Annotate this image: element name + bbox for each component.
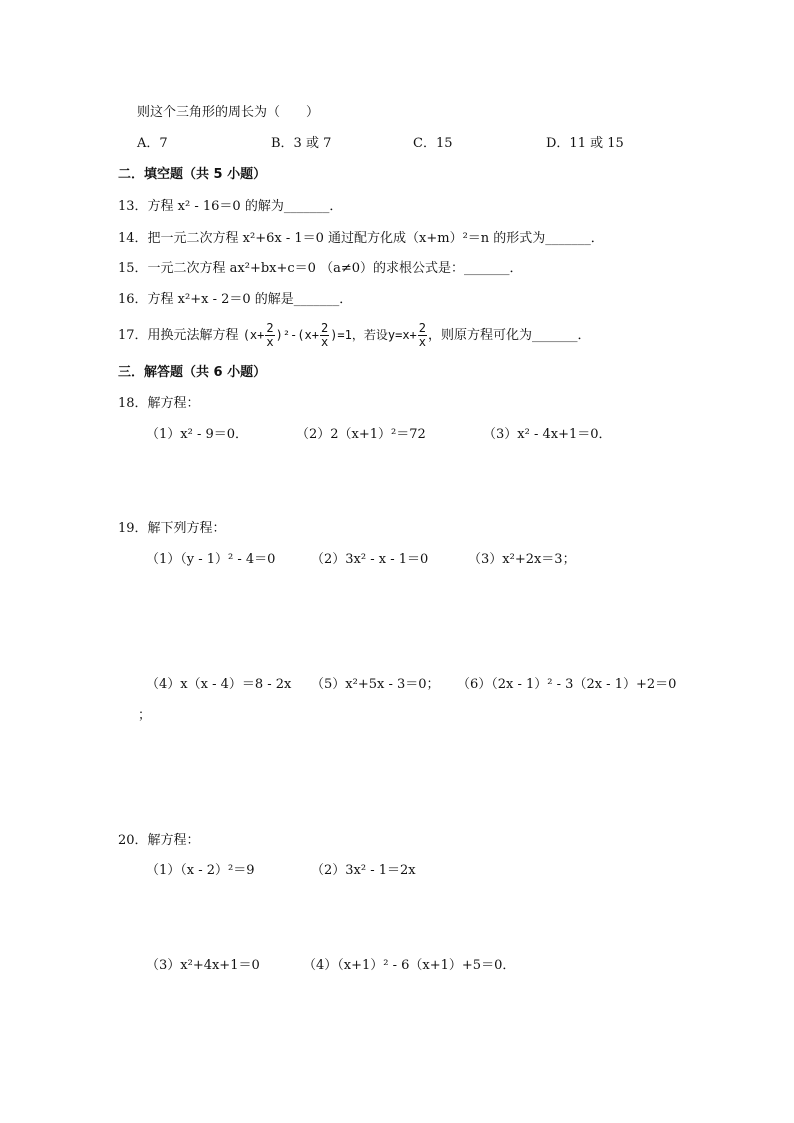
q19-item-4: （4）x（x - 4）＝8 - 2x (146, 677, 292, 692)
q19-trailing-semicolon: ； (138, 708, 152, 723)
q14: 14．把一元二次方程 x²+6x - 1＝0 通过配方化成（x+m）²＝n 的形式为_______． (118, 231, 604, 246)
q12-option-c: C．15 (413, 136, 453, 151)
q12-stem: 则这个三角形的周长为（ ） (137, 105, 320, 120)
q20-title: 20．解方程： (118, 833, 200, 848)
q17-part3: )=1，若设y=x+ (330, 328, 417, 342)
q17-fraction-2 (320, 322, 329, 349)
q17-frac2-denominator: x (320, 335, 329, 349)
q20-item-2: （2）3x² - 1＝2x (311, 863, 416, 878)
q13: 13．方程 x² - 16＝0 的解为_______． (118, 199, 343, 214)
section-2-title: 二．填空题（共 5 小题） (118, 167, 267, 182)
q17 (118, 320, 591, 351)
q19-item-5: （5）x²+5x - 3＝0； (311, 677, 440, 692)
q20-item-4: （4）（x+1）² - 6（x+1）+5＝0． (303, 958, 516, 973)
q20-item-1: （1）（x - 2）²＝9 (146, 863, 255, 878)
q18-item-1: （1）x² - 9＝0． (146, 427, 249, 442)
q17-part2: )²-(x+ (275, 328, 319, 342)
q16: 16．方程 x²+x - 2＝0 的解是_______． (118, 292, 353, 307)
section-3-title: 三．解答题（共 6 小题） (118, 365, 267, 380)
q17-tail: ，则原方程可化为_______． (428, 328, 591, 343)
q17-lead: 17．用换元法解方程 (118, 328, 239, 343)
q17-part1: (x+ (242, 328, 265, 342)
q12-option-a: A．7 (137, 136, 168, 151)
q18-title: 18．解方程： (118, 396, 200, 411)
q17-frac3-numerator: 2 (418, 321, 427, 335)
q19-item-3: （3）x²+2x＝3； (468, 552, 576, 567)
q15: 15．一元二次方程 ax²+bx+c＝0 （a≠0）的求根公式是：_______． (118, 261, 523, 276)
q18-item-2: （2）2（x+1）²＝72 (296, 427, 426, 442)
q18-item-3: （3）x² - 4x+1＝0． (483, 427, 612, 442)
q17-fraction-3 (418, 322, 427, 349)
q17-frac3-denominator: x (418, 335, 427, 349)
q17-frac1-denominator: x (266, 335, 274, 349)
q19-item-6: （6）（2x - 1）² - 3（2x - 1）+2＝0 (457, 677, 677, 692)
q19-item-1: （1）（y - 1）² - 4＝0 (146, 552, 276, 567)
q12-option-d: D．11 或 15 (546, 136, 624, 151)
q12-option-b: B．3 或 7 (271, 136, 332, 151)
q17-frac1-numerator: 2 (266, 321, 274, 335)
q17-fraction-1 (265, 322, 274, 349)
q17-frac2-numerator: 2 (320, 321, 329, 335)
q20-item-3: （3）x²+4x+1＝0 (146, 958, 260, 973)
q19-item-2: （2）3x² - x - 1＝0 (311, 552, 429, 567)
q19-title: 19．解下列方程： (118, 521, 226, 536)
